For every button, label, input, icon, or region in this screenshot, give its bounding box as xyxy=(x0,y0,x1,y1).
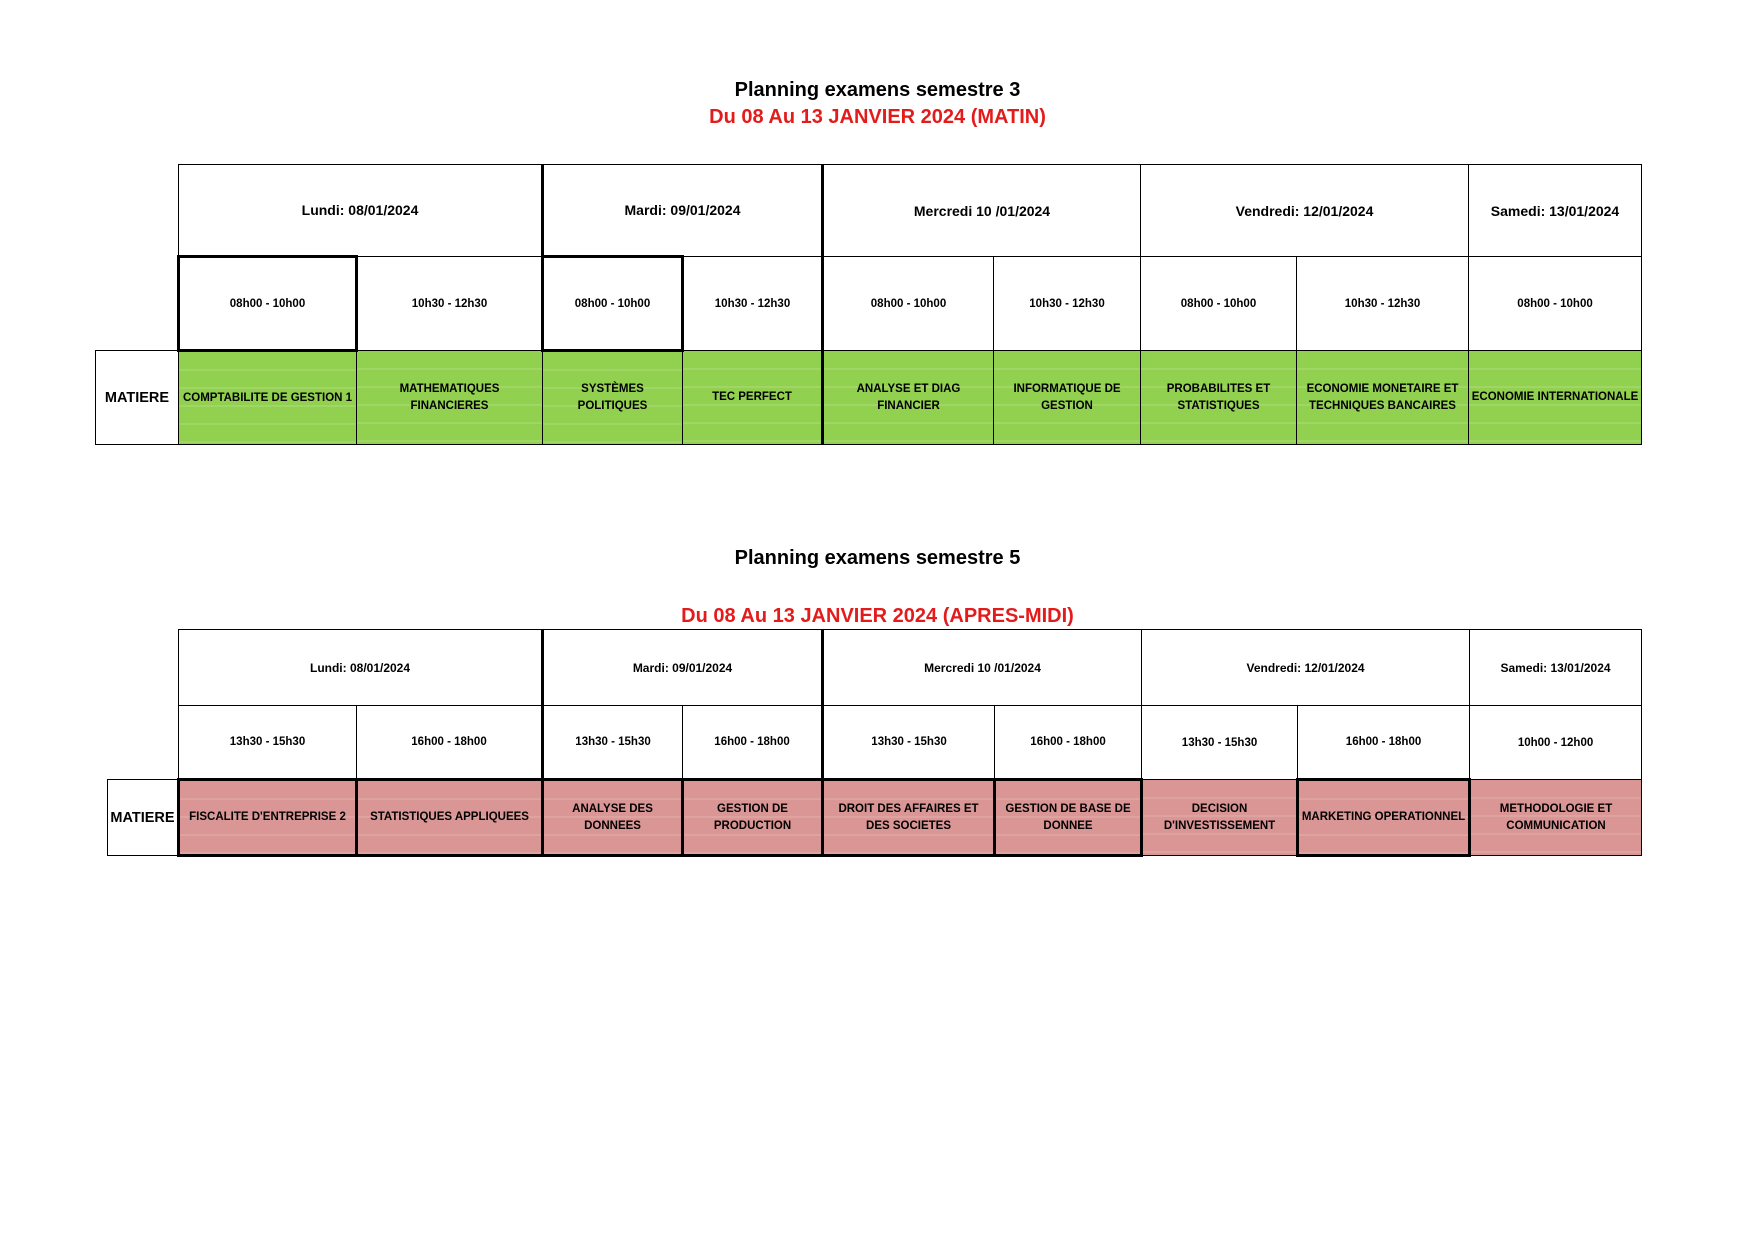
time-slot: 16h00 - 18h00 xyxy=(1298,706,1470,780)
subject-cell: ANALYSE ET DIAG FINANCIER xyxy=(823,351,994,445)
day-header-saturday: Samedi: 13/01/2024 xyxy=(1470,630,1642,706)
time-slot: 08h00 - 10h00 xyxy=(1469,257,1642,351)
semester5-title: Planning examens semestre 5 xyxy=(734,547,1021,569)
subject-cell: GESTION DE PRODUCTION xyxy=(683,780,823,856)
subject-row xyxy=(96,351,1642,445)
subject-cell: MARKETING OPERATIONNEL xyxy=(1298,780,1470,856)
time-slot: 10h30 - 12h30 xyxy=(357,257,543,351)
subject-row xyxy=(108,780,1642,856)
subject-cell: TEC PERFECT xyxy=(683,351,823,445)
subject-cell: METHODOLOGIE ET COMMUNICATION xyxy=(1470,780,1642,856)
time-slot: 10h30 - 12h30 xyxy=(1297,257,1469,351)
day-header-monday: Lundi: 08/01/2024 xyxy=(179,630,543,706)
subject-cell: SYSTÈMES POLITIQUES xyxy=(543,351,683,445)
time-slot-row xyxy=(108,706,1642,780)
semester3-schedule-table xyxy=(95,164,1642,445)
day-header-friday: Vendredi: 12/01/2024 xyxy=(1142,630,1470,706)
subject-cell: INFORMATIQUE DE GESTION xyxy=(994,351,1141,445)
subject-cell: ECONOMIE MONETAIRE ET TECHNIQUES BANCAIRES xyxy=(1297,351,1469,445)
day-header-tuesday: Mardi: 09/01/2024 xyxy=(543,630,823,706)
subject-cell: MATHEMATIQUES FINANCIERES xyxy=(357,351,543,445)
time-slot: 08h00 - 10h00 xyxy=(543,257,683,351)
time-slot-row xyxy=(96,257,1642,351)
time-slot: 10h30 - 12h30 xyxy=(994,257,1141,351)
row-label-matiere: MATIERE xyxy=(108,780,179,856)
time-slot: 08h00 - 10h00 xyxy=(179,257,357,351)
time-slot: 10h00 - 12h00 xyxy=(1470,706,1642,780)
time-slot: 10h30 - 12h30 xyxy=(683,257,823,351)
time-slot: 16h00 - 18h00 xyxy=(995,706,1142,780)
subject-cell: ECONOMIE INTERNATIONALE xyxy=(1469,351,1642,445)
subject-cell: ANALYSE DES DONNEES xyxy=(543,780,683,856)
day-header-friday: Vendredi: 12/01/2024 xyxy=(1141,165,1469,257)
empty-corner xyxy=(96,257,179,351)
time-slot: 08h00 - 10h00 xyxy=(823,257,994,351)
semester3-subtitle: Du 08 Au 13 JANVIER 2024 (MATIN) xyxy=(709,106,1046,128)
subject-cell: GESTION DE BASE DE DONNEE xyxy=(995,780,1142,856)
time-slot: 08h00 - 10h00 xyxy=(1141,257,1297,351)
empty-corner xyxy=(108,630,179,706)
time-slot: 13h30 - 15h30 xyxy=(543,706,683,780)
time-slot: 16h00 - 18h00 xyxy=(683,706,823,780)
subject-cell: FISCALITE D'ENTREPRISE 2 xyxy=(179,780,357,856)
day-header-row xyxy=(96,165,1642,257)
day-header-wednesday: Mercredi 10 /01/2024 xyxy=(823,165,1141,257)
subject-cell: PROBABILITES ET STATISTIQUES xyxy=(1141,351,1297,445)
day-header-row xyxy=(108,630,1642,706)
day-header-saturday: Samedi: 13/01/2024 xyxy=(1469,165,1642,257)
subject-cell: DROIT DES AFFAIRES ET DES SOCIETES xyxy=(823,780,995,856)
time-slot: 13h30 - 15h30 xyxy=(1142,706,1298,780)
semester5-subtitle: Du 08 Au 13 JANVIER 2024 (APRES-MIDI) xyxy=(681,605,1074,627)
empty-corner xyxy=(96,165,179,257)
day-header-monday: Lundi: 08/01/2024 xyxy=(179,165,543,257)
subject-cell: DECISION D'INVESTISSEMENT xyxy=(1142,780,1298,856)
time-slot: 16h00 - 18h00 xyxy=(357,706,543,780)
time-slot: 13h30 - 15h30 xyxy=(823,706,995,780)
subject-cell: COMPTABILITE DE GESTION 1 xyxy=(179,351,357,445)
semester5-schedule-table xyxy=(107,629,1642,857)
semester3-title: Planning examens semestre 3 xyxy=(734,79,1021,101)
row-label-matiere: MATIERE xyxy=(96,351,179,445)
day-header-tuesday: Mardi: 09/01/2024 xyxy=(543,165,823,257)
empty-corner xyxy=(108,706,179,780)
subject-cell: STATISTIQUES APPLIQUEES xyxy=(357,780,543,856)
day-header-wednesday: Mercredi 10 /01/2024 xyxy=(823,630,1142,706)
time-slot: 13h30 - 15h30 xyxy=(179,706,357,780)
